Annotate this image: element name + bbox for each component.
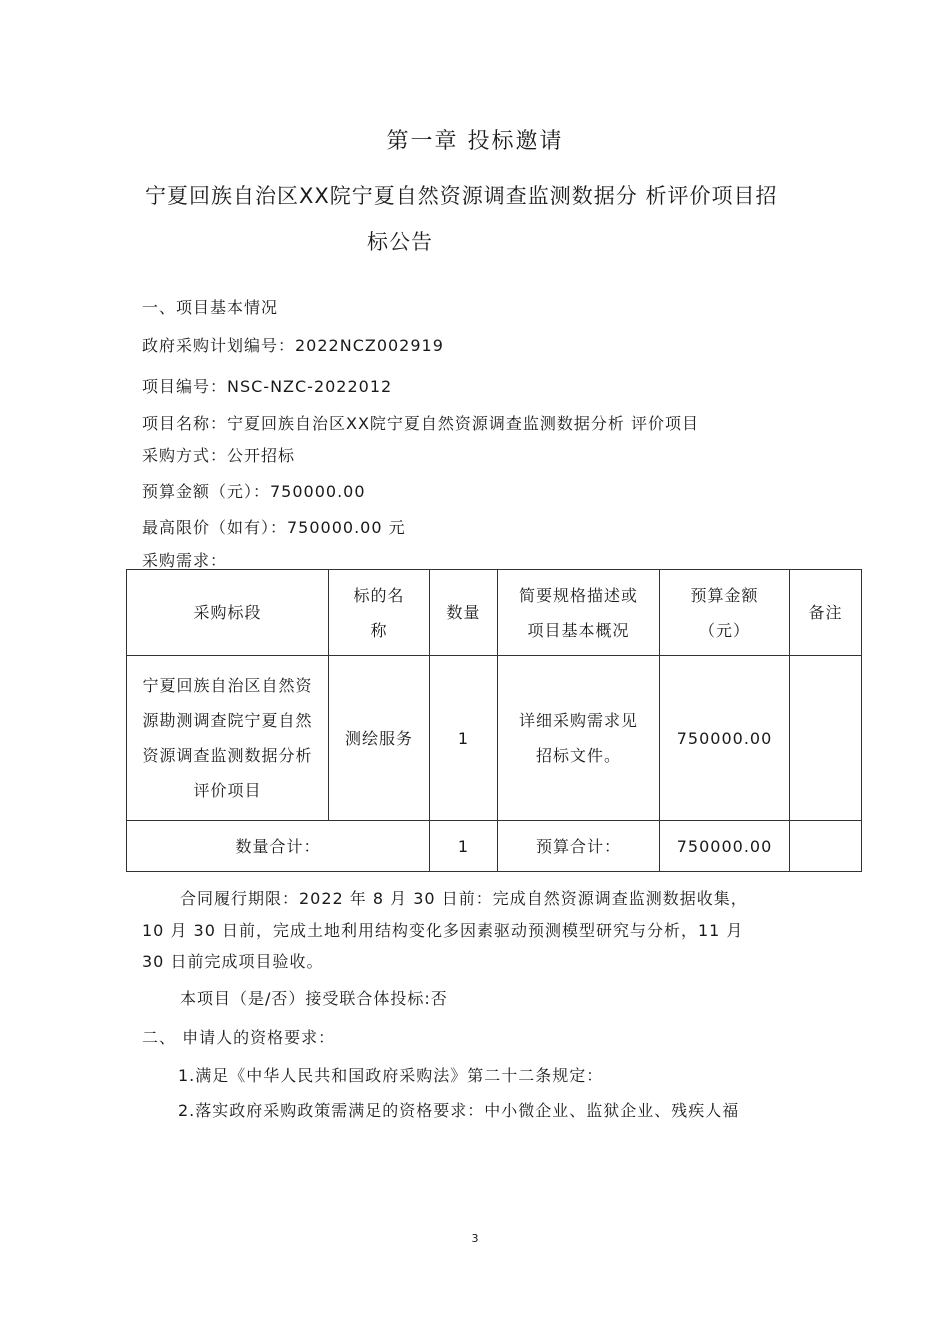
header-remarks: 备注 — [790, 570, 862, 656]
requirements-label: 采购需求： — [142, 551, 228, 570]
row-description: 详细采购需求见招标文件。 — [498, 656, 660, 821]
header-subject: 标的名称 — [329, 570, 430, 656]
notice-title-line-2: 标公告 — [367, 230, 433, 254]
row-lot: 宁夏回族自治区自然资源勘测调查院宁夏自然资源调查监测数据分析评价项目 — [127, 656, 329, 821]
project-name: 项目名称：宁夏回族自治区XX院宁夏自然资源调查监测数据分析 评价项目 — [142, 414, 700, 433]
project-number: 项目编号：NSC-NZC-2022012 — [142, 377, 393, 396]
total-quantity-label: 数量合计： — [127, 821, 430, 872]
total-budget-value: 750000.00 — [660, 821, 790, 872]
row-budget: 750000.00 — [660, 656, 790, 821]
requirements-table — [126, 569, 862, 872]
notice-title-line-1: 宁夏回族自治区XX院宁夏自然资源调查监测数据分 析评价项目招 — [145, 184, 778, 208]
page-number: 3 — [471, 1232, 479, 1245]
table-total-row — [127, 821, 862, 872]
total-budget-label: 预算合计： — [498, 821, 660, 872]
section-2-heading: 二、 申请人的资格要求： — [142, 1028, 336, 1047]
total-quantity-value: 1 — [430, 821, 498, 872]
requirement-1: 1.满足《中华人民共和国政府采购法》第二十二条规定： — [178, 1066, 604, 1085]
header-lot: 采购标段 — [127, 570, 329, 656]
chapter-title: 第一章 投标邀请 — [386, 129, 564, 154]
section-1-heading: 一、项目基本情况 — [142, 298, 279, 317]
requirement-2: 2.落实政府采购政策需满足的资格要求：中小微企业、监狱企业、残疾人福 — [178, 1101, 740, 1120]
header-description: 简要规格描述或项目基本概况 — [498, 570, 660, 656]
total-remarks — [790, 821, 862, 872]
row-subject: 测绘服务 — [329, 656, 430, 821]
consortium-note: 本项目（是/否）接受联合体投标:否 — [180, 989, 448, 1008]
row-quantity: 1 — [430, 656, 498, 821]
max-price: 最高限价（如有）：750000.00 元 — [142, 518, 406, 537]
budget-amount: 预算金额（元）：750000.00 — [142, 482, 366, 501]
contract-period-line-3: 30 日前完成项目验收。 — [142, 952, 324, 971]
table-row — [127, 656, 862, 821]
header-budget: 预算金额（元） — [660, 570, 790, 656]
plan-number: 政府采购计划编号：2022NCZ002919 — [142, 336, 444, 355]
table-header-row — [127, 570, 862, 656]
header-quantity: 数量 — [430, 570, 498, 656]
contract-period-line-2: 10 月 30 日前，完成土地利用结构变化多因素驱动预测模型研究与分析，11 月 — [142, 921, 744, 940]
procurement-method: 采购方式：公开招标 — [142, 446, 296, 465]
row-remarks — [790, 656, 862, 821]
contract-period-line-1: 合同履行期限：2022 年 8 月 30 日前：完成自然资源调查监测数据收集， — [180, 889, 748, 908]
